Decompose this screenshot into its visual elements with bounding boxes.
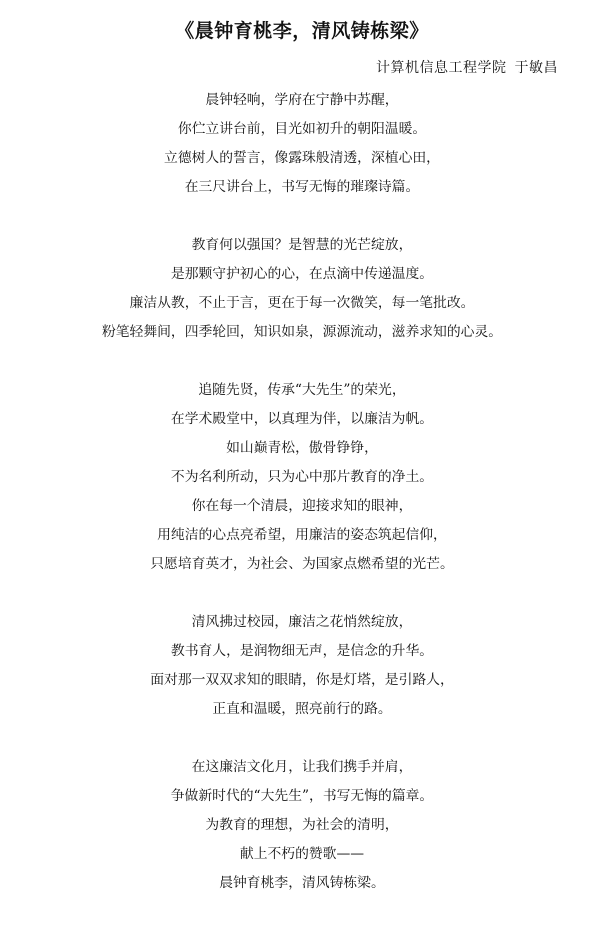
poem-line: 在这廉洁文化月，让我们携手并肩， bbox=[191, 759, 413, 775]
poem-line: 只愿培育英才，为社会、为国家点燃希望的光芒。 bbox=[150, 556, 454, 572]
poem-body bbox=[0, 86, 604, 927]
poem-line: 在三尺讲台上，书写无悔的璀璨诗篇。 bbox=[184, 179, 420, 195]
poem-line: 你伫立讲台前，目光如初升的朝阳温暖。 bbox=[177, 121, 427, 137]
poem-line: 教育何以强国？是智慧的光芒绽放， bbox=[191, 237, 413, 253]
poem-line: 晨钟育桃李，清风铸栋梁。 bbox=[219, 875, 385, 891]
document-title: 《晨钟育桃李，清风铸栋梁》 bbox=[175, 20, 429, 42]
poem-line: 为教育的理想，为社会的清明， bbox=[205, 817, 399, 833]
poem-line: 立德树人的誓言，像露珠般清透，深植心田， bbox=[164, 150, 440, 166]
poem-line: 粉笔轻舞间，四季轮回，知识如泉，源源流动，滋养求知的心灵。 bbox=[101, 324, 503, 340]
poem-line: 廉洁从教，不止于言，更在于每一次微笑，每一笔批改。 bbox=[129, 295, 475, 311]
poem-line: 面对那一双双求知的眼睛，你是灯塔，是引路人， bbox=[150, 672, 454, 688]
author-department: 计算机信息工程学院 bbox=[376, 60, 507, 76]
poem-line: 晨钟轻响，学府在宁静中苏醒， bbox=[205, 92, 399, 108]
poem-line: 是那颗守护初心的心，在点滴中传递温度。 bbox=[170, 266, 434, 282]
author-name: 于敏昌 bbox=[514, 60, 558, 76]
author-line bbox=[376, 58, 558, 78]
poem-line: 教书育人，是润物细无声，是信念的升华。 bbox=[170, 643, 434, 659]
poem-line: 不为名利所动，只为心中那片教育的净土。 bbox=[170, 469, 434, 485]
stanza-3 bbox=[0, 376, 604, 579]
poem-line: 献上不朽的赞歌—— bbox=[239, 846, 365, 862]
poem-line: 清风拂过校园，廉洁之花悄然绽放， bbox=[191, 614, 413, 630]
stanza-5 bbox=[0, 753, 604, 898]
poem-line: 如山巅青松，傲骨铮铮， bbox=[226, 440, 378, 456]
poem-line: 追随先贤，传承“大先生”的荣光， bbox=[198, 382, 406, 398]
poem-line: 在学术殿堂中，以真理为伴，以廉洁为帆。 bbox=[170, 411, 434, 427]
stanza-2 bbox=[0, 231, 604, 347]
stanza-1 bbox=[0, 86, 604, 202]
poem-line: 你在每一个清晨，迎接求知的眼神， bbox=[191, 498, 413, 514]
stanza-4 bbox=[0, 608, 604, 724]
poem-line: 正直和温暖，照亮前行的路。 bbox=[212, 701, 392, 717]
poem-line: 用纯洁的心点亮希望，用廉洁的姿态筑起信仰， bbox=[157, 527, 447, 543]
poem-line: 争做新时代的“大先生”，书写无悔的篇章。 bbox=[170, 788, 434, 804]
